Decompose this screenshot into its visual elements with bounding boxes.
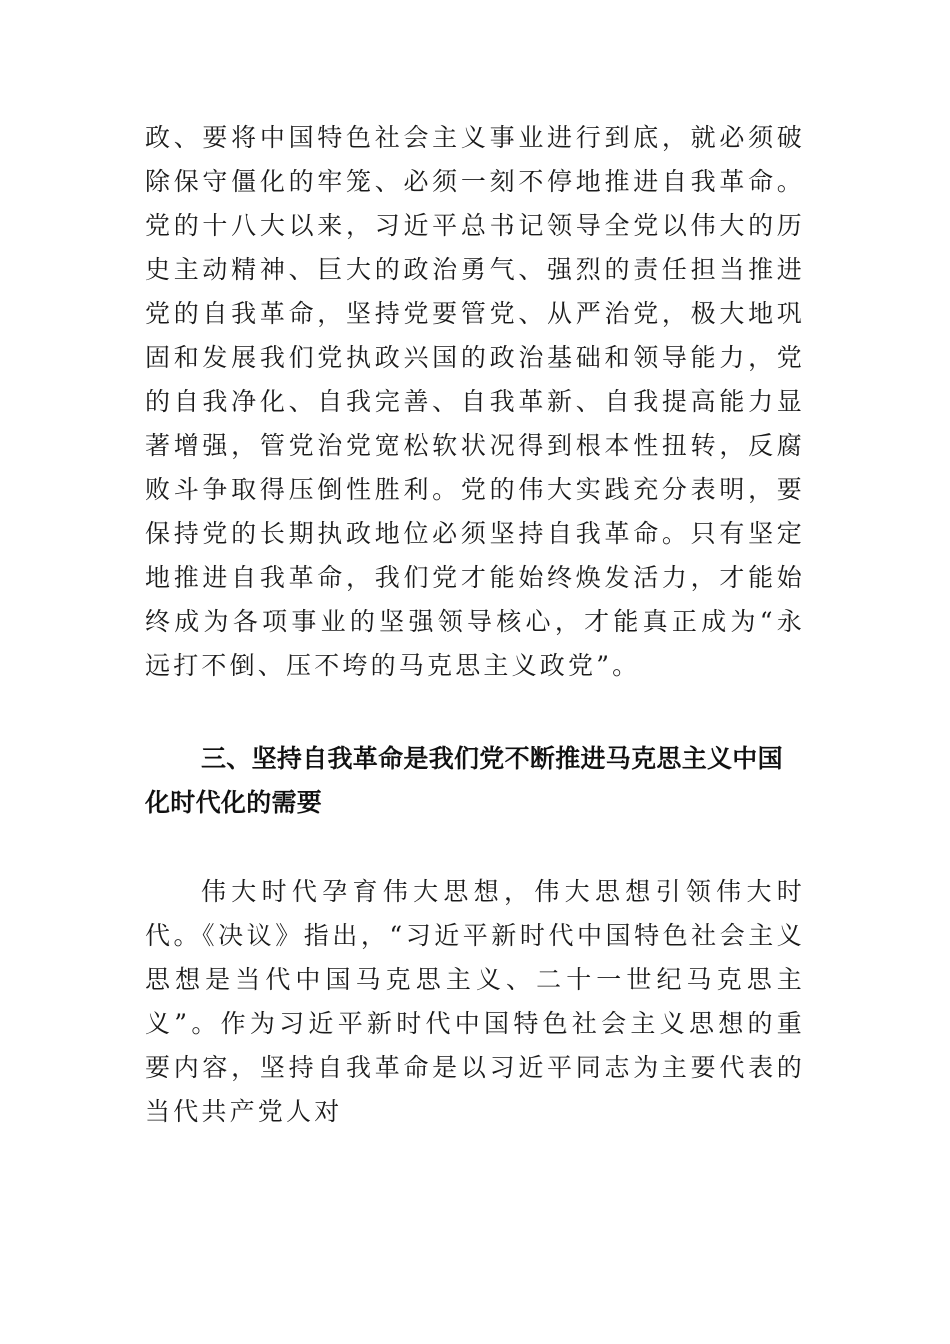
section-heading: 三、坚持自我革命是我们党不断推进马克思主义中国化时代化的需要 — [145, 744, 783, 817]
body-paragraph-continued: 政、要将中国特色社会主义事业进行到底，就必须破除保守僵化的牢笼、必须一刻不停地推进自我革命。党的十八大以来，习近平总书记领导全党以伟大的历史主动精神、巨大的政治勇气、强烈的责任担当推进党的自我革命，坚持党要管党、从严治党，极大地巩固和发展我们党执政兴国的政治基础和领导能力，党的自我净化、自我完善、自我革新、自我提高能力显著增强，管党治党宽松软状况得到根本性扭转，反腐败斗争取得压倒性胜利。党的伟大实践充分表明，要保持党的长期执政地位必须坚持自我革命。只有坚定地推进自我革命，我们党才能始终焕发活力，才能始终成为各项事业的坚强领导核心，才能真正成为“永远打不倒、压不垮的马克思主义政党”。 — [145, 123, 805, 680]
body-paragraph: 伟大时代孕育伟大思想，伟大思想引领伟大时代。《决议》指出，“习近平新时代中国特色社会主义思想是当代中国马克思主义、二十一世纪马克思主义”。作为习近平新时代中国特色社会主义思想的重要内容，坚持自我革命是以习近平同志为主要代表的当代共产党人对 — [145, 877, 805, 1126]
